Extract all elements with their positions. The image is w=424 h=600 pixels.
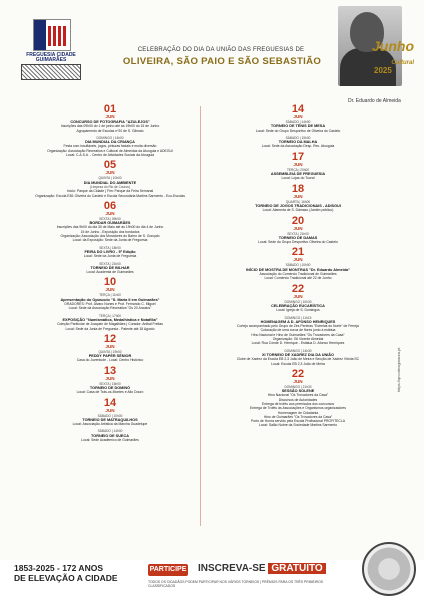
event-detail: Organização: Associação dos Moradores do Bairro de S. Gonçalo: [60, 234, 160, 239]
event-detail: Associação do Comércio Tradicional de Guimarães: [259, 272, 337, 277]
event-title: Apresentação do Opúsculo "S. Maria II em Guimarães": [60, 297, 160, 302]
event-day: 22: [291, 282, 305, 295]
event-title: TORNEIO DE DOMINÓ: [89, 385, 131, 390]
event-item: [30, 334, 190, 363]
event-item: [218, 136, 378, 149]
event-detail: Local: Escola EB 2,3 João de Meira: [271, 361, 325, 366]
inscreva-label: [198, 563, 326, 574]
event-month: JUN: [293, 293, 303, 299]
event-detail: Hino Nacional e Hino de Guimarães "Os Trovadores da Casa": [251, 332, 345, 337]
event-item: [218, 216, 378, 245]
event-item: [218, 369, 378, 428]
event-item: [30, 429, 190, 442]
event-detail: Hino Nacional "Os Trovadores da Casa": [267, 393, 329, 398]
event-title: TORNEIO DE SUECA: [91, 433, 129, 438]
event-detail: Local: Salão Nobre da Sociedade Martins Sarmento: [258, 423, 338, 428]
event-title: TORNEIO DE TÉNIS DE MESA: [270, 124, 326, 129]
event-detail: Local: Comércio Tradicional até 22 de Junho: [264, 276, 332, 281]
column-divider: [200, 106, 201, 526]
event-item: [218, 284, 378, 313]
event-weekday: SÁBADO | 10h00: [97, 413, 123, 418]
event-detail: Local: Sede da Junta de Freguesia: [83, 254, 137, 259]
event-detail: Local: Sede da Junta de Freguesia - Patente até 18 Agosto: [65, 326, 155, 331]
event-detail: Organização: Gil Vicente Almeida: [272, 337, 324, 342]
event-detail: Local: Rua Conde D. Henrique - Estátua D. Afonso Henriques: [251, 341, 345, 346]
event-weekday: SÁBADO | 14h00: [97, 429, 123, 434]
event-item: [30, 201, 190, 243]
anniversary-line-2: DE ELEVAÇÃO A CIDADE: [14, 573, 118, 583]
event-detail: Inscrições das 09h00 do 1 de junho até às 19h00 do 15 de Junho: [60, 124, 160, 129]
event-weekday: SÁBADO | 10h00: [285, 263, 311, 268]
event-detail: Casa do Juventude - Local: Centro Histórico: [76, 358, 144, 363]
event-day: 20: [291, 214, 305, 227]
event-weekday: TERÇA | 11h00: [99, 293, 121, 298]
event-weekday: TERÇA | 17h00: [98, 313, 122, 318]
event-weekday: QUINTA | 10h00: [98, 176, 122, 181]
event-weekday: SEXTA | 21h00: [99, 261, 121, 266]
participe-button[interactable]: PARTICIPE: [148, 564, 188, 576]
event-detail: Local: Sede da Associação Recreativa "Os 20 Arautos": [68, 306, 152, 311]
header-title: OLIVEIRA, SÃO PAIO E SÃO SEBASTIÃO: [122, 56, 322, 67]
event-weekday: QUINTA | 19h00: [98, 349, 122, 354]
event-detail: Local: Sede da Associação Desp. Rec. Atouguia: [261, 144, 335, 149]
event-title: BORDAR GUIMARÃES: [89, 221, 131, 226]
event-detail: Entrega de Troféu às Associações e Organismos organizadores: [250, 406, 346, 411]
event-day: 17: [291, 150, 305, 163]
event-detail: Local: Sede do Grupo Desportivo Oliveira do Castelo: [258, 240, 338, 245]
event-detail: Local: Casa de Trás-os-Montes e Alto Douro: [76, 390, 144, 395]
event-month: JUN: [293, 114, 303, 119]
event-month: JUN: [105, 343, 115, 349]
event-day: 06: [103, 199, 117, 212]
event-item: [218, 104, 378, 133]
event-month: JUN: [293, 225, 303, 231]
event-detail: Local: Alameda de S. Dâmaso (Jardim público): [262, 208, 334, 213]
event-detail: Entrega de troféu aos premiados dos concursos: [261, 401, 335, 406]
event-title: DIA MUNDIAL DA CRIANÇA: [85, 140, 135, 145]
event-item: [30, 246, 190, 259]
event-title: EXPOSIÇÃO "Numismática, Medalhística e Notafilia": [62, 317, 158, 322]
event-day: 18: [291, 182, 305, 195]
event-month: JUN: [105, 375, 115, 381]
event-day: 05: [103, 159, 117, 172]
event-weekday: QUARTA | 16h00: [285, 199, 311, 204]
event-title: CONCURSO DE FOTOGRAFIA "AZULEJOS": [70, 120, 150, 124]
event-day: 13: [103, 364, 117, 377]
event-item: [30, 104, 190, 133]
event-item: [218, 349, 378, 366]
anniversary-text: [14, 563, 118, 583]
event-item: [30, 366, 190, 395]
event-detail: Local: Sede Académico de Guimarães: [81, 438, 139, 443]
event-item: [30, 160, 190, 197]
event-weekday: DOMINGO | 11h15: [284, 315, 312, 320]
event-item: [218, 316, 378, 346]
anniversary-line-1: 1853-2025 - 172 ANOS: [14, 563, 103, 573]
event-weekday: SEXTA | 21h00: [287, 231, 309, 236]
header-subtitle: CELEBRAÇÃO DO DIA DA UNIÃO DAS FREGUESIAS DE: [137, 47, 305, 53]
event-detail: Local: Sede do Grupo Desportivo de Oliveira do Castelo: [255, 128, 341, 133]
event-month: JUN: [105, 114, 115, 119]
event-detail: Cortejo acompanhado pelo Grupo de Zés Pereiras "Estrelas do Norte" de Ferreja: [237, 324, 359, 329]
event-day: 14: [291, 103, 305, 115]
event-detail: Colocação de uma coroa de flores junto à estátua: [260, 328, 336, 333]
freguesia-logo: [14, 17, 88, 83]
event-item: [30, 136, 190, 157]
event-weekday: DOMINGO | 10h30: [284, 299, 312, 304]
event-item: [30, 314, 190, 331]
event-detail: Organização: Associação Recreativa e Cultural de Almeidas da Atouguia e ADEGUI: [47, 148, 173, 153]
event-detail: Coleção Particular de Joaquim de Magalhães | Curador: Anibal Freitas: [57, 322, 163, 327]
event-item: [30, 277, 190, 310]
left-event-column: [30, 104, 190, 445]
event-month: JUN: [293, 161, 303, 167]
tile-pattern-icon: [21, 64, 81, 80]
inscreva-text: INSCREVA-SE: [198, 563, 266, 574]
event-day: 22: [291, 367, 305, 380]
event-detail: Clube de Xadrez da Escola EB 2,3 João de Meira e Secção de Xadrez Vitória SC: [236, 357, 360, 362]
event-title: DIA MUNDIAL DO AMBIENTE: [83, 180, 137, 185]
event-title: INÍCIO DE MOSTRA DE MONTRAS "Dr. Eduardo Almeida": [246, 267, 350, 272]
event-weekday: SEXTA | 09h00: [99, 216, 121, 221]
event-detail: Local: Academia de Guimarães: [86, 270, 134, 275]
event-subtitle: (Limpeza do Rio de Couros): [90, 184, 130, 189]
event-title: FEIRA DO LIVRO - 5ª Edição: [84, 249, 136, 254]
side-url[interactable]: https://qrcodeagmaura.pt: [396, 347, 401, 393]
event-day: 01: [103, 103, 117, 115]
event-item: [30, 398, 190, 427]
event-item: [218, 184, 378, 213]
event-month: JUN: [293, 257, 303, 263]
event-title: PEDDY PAPER SÉNIOR: [88, 354, 132, 359]
event-day: 10: [103, 276, 117, 289]
event-day: 12: [103, 332, 117, 345]
event-month: JUN: [105, 210, 115, 216]
event-detail: Discursos de Autoridades: [278, 397, 318, 402]
portrait-caption: Dr. Eduardo de Almeida: [348, 98, 401, 104]
event-weekday: TERÇA | 20h00: [286, 167, 310, 172]
event-weekday: SÁBADO | 14h00: [285, 120, 311, 124]
event-detail: Agrupamento de Escolas nº20 de S. Gilmaio: [76, 128, 144, 133]
event-item: [218, 247, 378, 280]
event-title: TORNEIO DE DAMAS: [278, 235, 318, 240]
event-detail: Local: Igreja de S. Domingos: [276, 308, 320, 313]
event-title: SESSÃO SOLENE: [281, 389, 315, 394]
event-month: JUN: [105, 407, 115, 413]
event-detail: Início: Parque da Cidade | Fim: Parque da Feira Semanal: [66, 189, 154, 194]
year-label: 2025: [374, 66, 392, 75]
event-month: JUN: [105, 170, 115, 176]
event-detail: Organização: Escola EB1 Oliveira do Castelo e Escola Secundária Martins Sarmento - Eco-Escolas: [35, 193, 185, 198]
seal-logo-icon: [362, 542, 416, 596]
event-day: 21: [291, 246, 305, 259]
event-title: TORNEIO DE BILHAR: [90, 265, 130, 270]
event-weekday: SEXTA | 18h00: [99, 245, 121, 250]
month-text: Junho: [372, 38, 414, 54]
event-title: TORNEIO DE JOGOS TRADICIONAIS - ADISGUI: [255, 203, 341, 208]
event-weekday: DOMINGO | 14h00: [96, 135, 124, 140]
event-weekday: SEXTA | 15h00: [99, 381, 121, 386]
event-weekday: DOMINGO | 14h30: [284, 348, 312, 353]
right-event-column: [218, 104, 378, 431]
event-weekday: DOMINGO | 21h30: [284, 384, 312, 389]
event-month: JUN: [105, 287, 115, 293]
footer-note: TODOS OS CIDADÃOS PODEM PARTICIPAR NOS VÁRIOS TORNEIOS | PRÉMIOS PARA OS TRÊS PRIMEIROS CLASSIFICADOS: [148, 580, 324, 588]
event-detail: Local: C.A.S.A. - Centro de Atividades Sociais da Atouguia: [65, 153, 155, 158]
event-title: TORNEIO DE MATRAQUILHOS: [82, 417, 138, 422]
gratuito-badge: GRATUITO: [268, 563, 325, 574]
event-detail: ORADORES: Prof. Álvaro Nunes e Prof. Fernando C. Miguel: [64, 302, 156, 307]
event-title: XI TORNEIO DE XADREZ DIA DA UNIÃO: [261, 352, 334, 357]
event-detail: Inscrições das 9h00 do dia 30 de Maio até às 19h00 do dia 4 de Junho: [56, 225, 164, 230]
event-title: TORNEIO DA MALHA: [278, 140, 318, 145]
event-detail: 15 de Junho - Exposição dos bordados: [80, 229, 140, 234]
month-sub: Cultural: [391, 60, 414, 66]
event-detail: Local: Associação Artística da Marcha Guadelupe: [72, 422, 148, 427]
logo-title: FREGUESIA CIDADE GUIMARÃES: [26, 52, 76, 63]
event-detail: Hino de Guimarães "Os Trovadores da Casa": [263, 414, 333, 419]
event-title: HOMENAGEM A D. AFONSO HENRIQUES: [260, 319, 336, 324]
flag-emblem-icon: [33, 19, 71, 51]
event-item: [218, 152, 378, 181]
event-detail: Local: da Exposição: Sede da Junta de Freguesia: [72, 238, 148, 243]
event-item: [30, 262, 190, 275]
event-detail: Festa com insufláveis, jogos, pinturas faciais e muita diversão: [63, 144, 157, 149]
event-detail: Homenagem de Cidadania: [277, 410, 319, 415]
event-title: CELEBRAÇÃO EUCARÍSTICA: [271, 303, 325, 308]
event-month: JUN: [293, 193, 303, 199]
event-weekday: SÁBADO | 15h00: [285, 135, 311, 140]
event-detail: Local: Lojas do Toural: [281, 176, 315, 181]
event-title: ASSEMBLEIA DE FREGUESIA: [270, 172, 326, 177]
event-day: 14: [103, 396, 117, 409]
event-month: JUN: [293, 378, 303, 384]
event-detail: Porto de Honra servido pela Escola Profissional PROFITECLA: [250, 419, 346, 424]
